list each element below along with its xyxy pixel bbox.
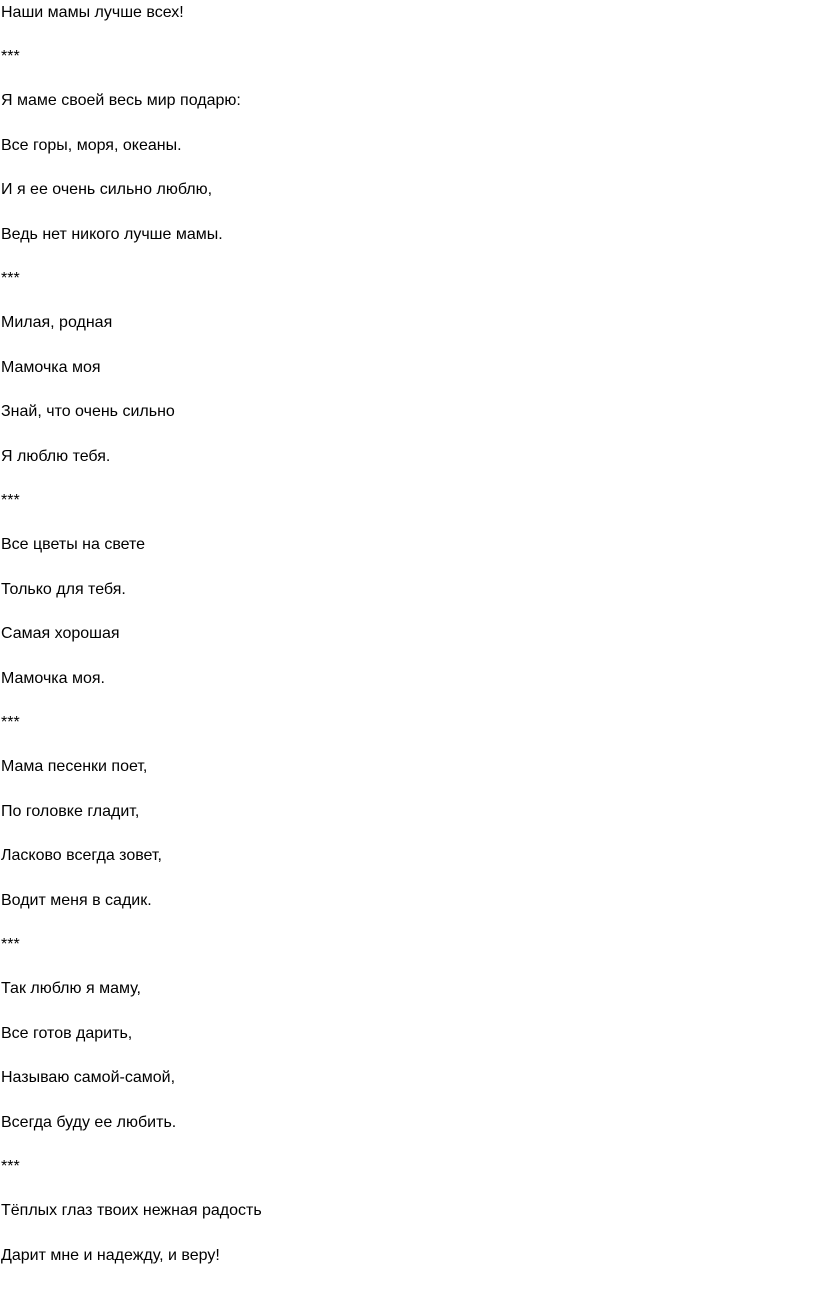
poem-line: Милая, родная xyxy=(1,314,113,331)
stanza-separator: *** xyxy=(1,270,20,287)
poem-line: Мамочка моя. xyxy=(1,670,105,687)
poem-line: Так люблю я маму, xyxy=(1,980,141,997)
poem-line: По головке гладит, xyxy=(1,803,140,820)
poem-line: Дарит мне и надежду, и веру! xyxy=(1,1247,220,1264)
poem-line: Ведь нет никого лучше мамы. xyxy=(1,226,223,243)
stanza-separator: *** xyxy=(1,714,20,731)
poem-line: Мамочка моя xyxy=(1,359,101,376)
document-title: Наши мамы лучше всех! xyxy=(1,4,184,21)
poem-line: Знай, что очень сильно xyxy=(1,403,175,420)
poem-line: Все горы, моря, океаны. xyxy=(1,137,182,154)
poem-line: Самая хорошая xyxy=(1,625,120,642)
poem-line: Только для тебя. xyxy=(1,581,126,598)
poem-line: Мама песенки поет, xyxy=(1,758,148,775)
poem-line: Водит меня в садик. xyxy=(1,892,152,909)
poem-line: Ласково всегда зовет, xyxy=(1,847,162,864)
poem-line: Все готов дарить, xyxy=(1,1025,133,1042)
stanza-separator: *** xyxy=(1,492,20,509)
poem-line: И я ее очень сильно люблю, xyxy=(1,181,213,198)
poem-line: Я маме своей весь мир подарю: xyxy=(1,92,241,109)
stanza-separator: *** xyxy=(1,936,20,953)
poem-line: Я люблю тебя. xyxy=(1,448,111,465)
stanza-separator: *** xyxy=(1,48,20,65)
stanza-separator: *** xyxy=(1,1158,20,1175)
poem-line: Называю самой-самой, xyxy=(1,1069,176,1086)
poem-line: Тёплых глаз твоих нежная радость xyxy=(1,1202,262,1219)
poem-line: Все цветы на свете xyxy=(1,536,146,553)
poem-line: Всегда буду ее любить. xyxy=(1,1114,177,1131)
